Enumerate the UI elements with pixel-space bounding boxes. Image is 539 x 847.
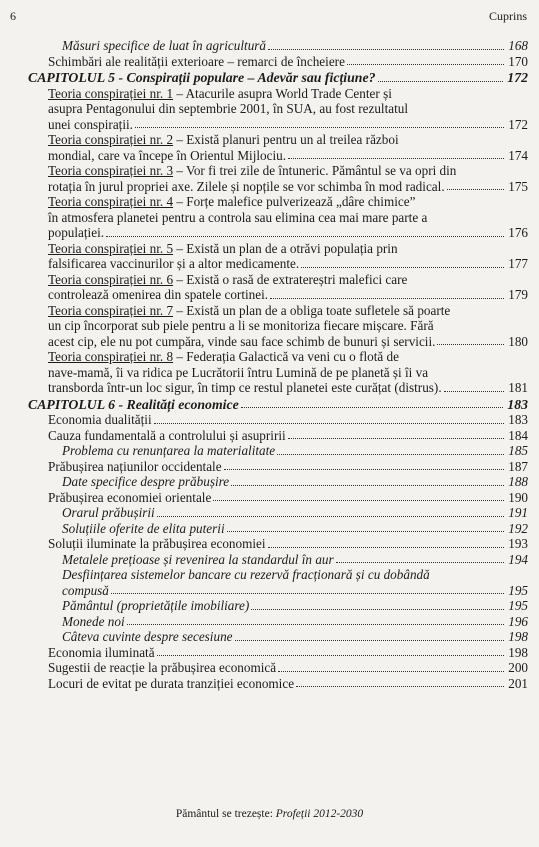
dot-leader — [336, 562, 505, 563]
toc-entry[interactable] — [28, 490, 528, 506]
toc-entry-text: Câteva cuvinte despre secesiune — [62, 629, 233, 644]
dot-leader — [213, 500, 504, 501]
toc-entry[interactable] — [28, 428, 528, 444]
toc-entry-text: – Există planuri pentru un al treilea război — [173, 132, 399, 147]
dot-leader — [231, 485, 504, 486]
toc-entry-title — [48, 412, 528, 428]
dot-leader — [224, 469, 505, 470]
toc-entry-link[interactable]: Teoria conspirației nr. 6 — [48, 271, 174, 287]
toc-page-number: 174 — [508, 147, 528, 163]
dot-leader — [157, 516, 505, 517]
toc-entry-title — [48, 194, 528, 241]
toc-entry-text: Soluții iluminate la prăbușirea economiei — [48, 536, 266, 551]
toc-entry-link[interactable]: Teoria conspirației nr. 1 — [48, 85, 174, 101]
toc-entry-title — [48, 660, 528, 676]
toc-page-number: 198 — [508, 644, 528, 660]
toc-entry-title — [28, 70, 528, 86]
toc-entry-title — [62, 629, 528, 645]
toc-page-number: 180 — [508, 333, 528, 349]
toc-entry-title — [28, 397, 528, 413]
toc-entry-text: – Atacurile asupra World Trade Center și — [173, 85, 392, 101]
toc-entry-text: Problema cu renunțarea la materialitate — [62, 443, 276, 458]
toc-entry-link[interactable]: Teoria conspirației nr. 7 — [48, 302, 174, 318]
dot-leader — [278, 671, 504, 672]
toc-page-number: 195 — [508, 582, 528, 598]
toc-entry[interactable] — [28, 38, 528, 54]
toc-page-number: 170 — [508, 53, 528, 69]
dot-leader — [437, 344, 504, 345]
toc-entry[interactable] — [28, 474, 528, 490]
toc-entry-title — [48, 86, 528, 133]
toc-page-number: 183 — [507, 396, 528, 412]
dot-leader — [241, 407, 504, 408]
toc-entry[interactable] — [28, 163, 528, 194]
toc-page-number: 188 — [508, 474, 528, 489]
toc-entry-title — [62, 567, 528, 598]
toc-entry-text: Prăbușirea economiei orientale — [48, 489, 212, 505]
toc-entry[interactable] — [28, 536, 528, 552]
toc-entry-link[interactable]: Teoria conspirației nr. 3 — [48, 163, 174, 178]
page-number: 6 — [10, 9, 16, 23]
toc-entry[interactable] — [28, 552, 528, 568]
toc-entry[interactable] — [28, 521, 528, 537]
toc-entry-title — [48, 54, 528, 70]
toc-entry[interactable] — [28, 349, 528, 396]
toc-entry[interactable] — [28, 194, 528, 241]
toc-entry-text: un cip încorporat sub piele pentru a li se monitoriza fiecare mișcare. Fără — [48, 318, 434, 333]
toc-entry-text: asupra Pentagonului din septembrie 2001, în SUA, au fost rezultatul — [48, 101, 409, 116]
toc-entry-link[interactable]: Teoria conspirației nr. 4 — [48, 194, 174, 209]
toc-entry[interactable] — [28, 54, 528, 70]
toc-entry-link[interactable]: Teoria conspirației nr. 2 — [48, 132, 174, 147]
dot-leader — [157, 655, 505, 656]
toc-entry-text: Cauza fundamentală a controlului și asupririi — [48, 427, 286, 443]
toc-entry-text: – Vor fi trei zile de întuneric. Pământul se va opri din — [173, 163, 457, 178]
toc-page-number: 193 — [508, 536, 528, 551]
toc-entry-title — [48, 163, 528, 194]
toc-entry-text: Prăbușirea națiunilor occidentale — [48, 458, 222, 474]
toc-chapter[interactable] — [28, 70, 528, 86]
toc-page-number: 175 — [508, 178, 528, 194]
toc-entry-text: CAPITOLUL 6 - Realități economice — [28, 396, 239, 412]
toc-entry-title — [62, 552, 528, 568]
toc-page-number: 190 — [508, 489, 528, 505]
toc-entry-text: Monede noi — [62, 613, 125, 629]
toc-page-number: 177 — [508, 256, 528, 271]
toc-entry[interactable] — [28, 676, 528, 692]
toc-entry-title — [62, 598, 528, 614]
toc-entry-title — [62, 443, 528, 459]
dot-leader — [347, 64, 504, 65]
toc-page-number: 184 — [508, 427, 528, 443]
toc-page-number: 192 — [508, 520, 528, 536]
toc-entry[interactable] — [28, 598, 528, 614]
toc-entry[interactable] — [28, 614, 528, 630]
toc-entry[interactable] — [28, 567, 528, 598]
toc-entry-title — [48, 272, 528, 303]
toc-entry[interactable] — [28, 272, 528, 303]
toc-entry[interactable] — [28, 132, 528, 163]
dot-leader — [251, 609, 504, 610]
toc-entry-text: populației. — [48, 225, 105, 240]
toc-page-number: 176 — [508, 225, 528, 240]
dot-leader — [227, 531, 505, 532]
toc-entry-text: – Forțe malefice pulverizează „dâre chimice” — [173, 194, 416, 209]
toc-page-number: 196 — [508, 613, 528, 629]
dot-leader — [288, 158, 504, 159]
footer-book-title: Pământul se trezește: — [175, 808, 273, 820]
dot-leader — [301, 267, 504, 268]
page-footer — [0, 808, 539, 820]
table-of-contents — [28, 38, 528, 691]
dot-leader — [296, 686, 504, 687]
toc-entry-text: nave-mamă, îi va ridica pe Lucrătorii întru Lumină de pe planetă și îi va — [48, 364, 429, 380]
toc-entry-title — [48, 676, 528, 692]
toc-entry-link[interactable]: Teoria conspirației nr. 5 — [48, 240, 174, 256]
dot-leader — [106, 236, 504, 237]
toc-entry-title — [62, 521, 528, 537]
toc-entry-text: Pământul (proprietățile imobiliare) — [62, 598, 250, 613]
toc-entry[interactable] — [28, 645, 528, 661]
toc-entry-text: – Federația Galactică va veni cu o flotă de — [173, 349, 399, 364]
toc-page-number: 168 — [508, 38, 528, 53]
toc-page-number: 185 — [508, 443, 528, 458]
toc-entry-title — [48, 349, 528, 396]
toc-entry-text: controlează omenirea din spatele cortinei. — [48, 287, 269, 302]
toc-entry-text: falsificarea vaccinurilor și a altor medicamente. — [48, 256, 300, 271]
toc-entry[interactable] — [28, 505, 528, 521]
toc-entry-text: Desființarea sistemelor bancare cu rezervă fracționară și cu dobândă — [62, 567, 430, 582]
toc-entry-text: – Există o rasă de extratereștri malefici care — [173, 271, 408, 287]
toc-entry-text: Schimbări ale realității exterioare – remarci de încheiere — [48, 53, 345, 69]
toc-entry-title — [62, 505, 528, 521]
dot-leader — [447, 189, 505, 190]
toc-page-number: 195 — [508, 598, 528, 613]
footer-subtitle: Profeții 2012-2030 — [275, 808, 364, 820]
toc-entry-title — [48, 645, 528, 661]
toc-entry-text: CAPITOLUL 5 - Conspirații populare – Adevăr sau ficțiune? — [28, 70, 376, 85]
toc-entry[interactable] — [28, 241, 528, 272]
toc-entry-title — [48, 241, 528, 272]
toc-entry[interactable] — [28, 86, 528, 133]
toc-entry-title — [48, 490, 528, 506]
running-head: Cuprins — [488, 9, 527, 23]
toc-entry[interactable] — [28, 459, 528, 475]
toc-entry-text: Locuri de evitat pe durata tranziției economice — [48, 675, 295, 691]
toc-entry-text: Măsuri specifice de luat în agricultură — [62, 38, 267, 53]
toc-page-number: 201 — [508, 675, 528, 691]
toc-entry[interactable] — [28, 303, 528, 350]
toc-entry-text: Metalele prețioase și revenirea la standardul în aur — [62, 551, 334, 567]
toc-entry[interactable] — [28, 412, 528, 428]
toc-entry-title — [62, 38, 528, 54]
toc-entry-title — [48, 303, 528, 350]
toc-entry-title — [48, 428, 528, 444]
toc-chapter[interactable] — [28, 397, 528, 413]
toc-page-number: 172 — [507, 70, 528, 85]
toc-entry-text: – Există un plan de a obliga toate sufletele să poarte — [173, 302, 451, 318]
toc-page-number: 200 — [508, 660, 528, 675]
dot-leader — [127, 624, 505, 625]
toc-entry-text: în atmosfera planetei pentru a controla sau elimina cea mai mare parte a — [48, 209, 428, 225]
toc-entry-text: unei conspirații. — [48, 116, 133, 132]
toc-entry-text: acest cip, ele nu pot cumpăra, vinde sau face schimb de bunuri și servicii. — [48, 333, 436, 349]
dot-leader — [378, 81, 504, 82]
toc-page-number: 181 — [508, 380, 528, 395]
toc-entry-title — [62, 474, 528, 490]
dot-leader — [444, 391, 505, 392]
toc-page-number: 194 — [508, 551, 528, 567]
dot-leader — [270, 298, 504, 299]
toc-entry-text: transborda într-un loc sigur, în timp ce restul planetei este curățat (distrus). — [48, 380, 442, 395]
toc-entry-text: rotația în jurul propriei axe. Zilele și nopțile se vor schimba în mod radical. — [48, 178, 445, 194]
toc-page-number: 191 — [508, 505, 528, 520]
toc-entry[interactable] — [28, 660, 528, 676]
toc-entry-title — [48, 132, 528, 163]
dot-leader — [235, 640, 505, 641]
toc-entry[interactable] — [28, 629, 528, 645]
toc-entry-text: compusă — [62, 582, 109, 598]
toc-entry-text: – Există un plan de a otrăvi populația prin — [173, 240, 398, 256]
toc-page-number: 172 — [508, 116, 528, 132]
toc-entry-title — [48, 459, 528, 475]
toc-page-number: 183 — [508, 412, 528, 427]
dot-leader — [111, 593, 504, 594]
toc-entry-text: Soluțiile oferite de elita puterii — [62, 520, 225, 536]
toc-page-number: 198 — [508, 629, 528, 644]
toc-entry-text: Sugestii de reacție la prăbușirea economică — [48, 660, 277, 675]
toc-page-number: 187 — [508, 458, 528, 474]
toc-entry-text: Economia iluminată — [48, 644, 155, 660]
toc-entry-text: Date specifice despre prăbușire — [62, 474, 230, 489]
toc-entry-text: Orarul prăbușirii — [62, 505, 155, 520]
dot-leader — [268, 49, 504, 50]
toc-entry-title — [62, 614, 528, 630]
dot-leader — [268, 547, 505, 548]
toc-page-number: 179 — [508, 287, 528, 302]
toc-entry-title — [48, 536, 528, 552]
dot-leader — [288, 438, 505, 439]
toc-entry-link[interactable]: Teoria conspirației nr. 8 — [48, 349, 174, 364]
toc-entry[interactable] — [28, 443, 528, 459]
dot-leader — [154, 423, 505, 424]
toc-entry-text: mondial, care va începe în Orientul Mijlociu. — [48, 147, 287, 163]
dot-leader — [277, 454, 504, 455]
dot-leader — [135, 127, 504, 128]
toc-entry-text: Economia dualității — [48, 412, 152, 427]
